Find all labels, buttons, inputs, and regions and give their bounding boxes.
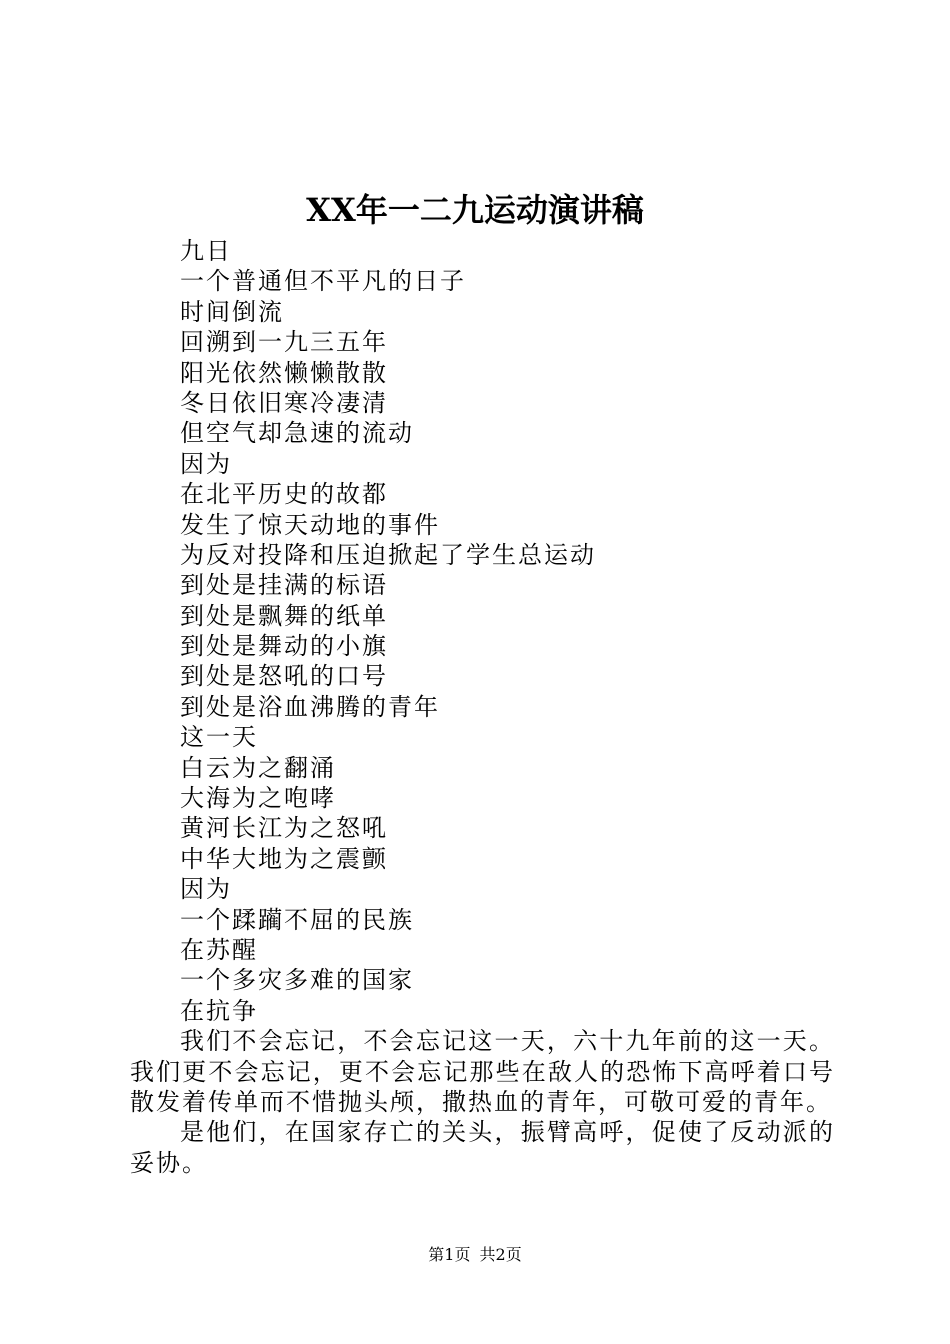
poem-line: 在北平历史的故都 — [180, 480, 388, 509]
poem-line: 九日 — [180, 237, 232, 265]
poem-line: 中华大地为之震颤 — [180, 844, 388, 873]
poem-line: 一个普通但不平凡的日子 — [180, 267, 466, 296]
poem-line: 一个蹂躏不屈的民族 — [180, 905, 414, 934]
poem-line: 为反对投降和压迫掀起了学生总运动 — [180, 540, 596, 569]
page-footer: 第1页 共2页 — [428, 1245, 522, 1264]
poem-line: 发生了惊天动地的事件 — [180, 510, 440, 539]
poem-line: 在苏醒 — [180, 935, 258, 964]
poem-line: 阳光依然懒懒散散 — [180, 358, 388, 387]
poem-line: 回溯到一九三五年 — [180, 328, 388, 357]
poem-line: 到处是舞动的小旗 — [180, 632, 388, 661]
poem-line: 黄河长江为之怒吼 — [180, 814, 388, 843]
poem-line: 到处是飘舞的纸单 — [180, 601, 388, 630]
poem-line: 但空气却急速的流动 — [180, 419, 414, 448]
poem-line: 冬日依旧寒冷凄清 — [180, 388, 388, 417]
poem-line: 因为 — [180, 449, 232, 478]
poem-line: 一个多灾多难的国家 — [180, 966, 414, 995]
poem-line: 因为 — [180, 875, 232, 904]
poem-line: 白云为之翻涌 — [180, 753, 336, 782]
poem-lines — [130, 236, 835, 1026]
paragraph: 是他们，在国家存亡的关头，振臂高呼，促使了反动派的妥协。 — [130, 1118, 835, 1177]
poem-line: 到处是怒吼的口号 — [180, 662, 388, 691]
paragraph: 我们不会忘记，不会忘记这一天，六十九年前的这一天。我们更不会忘记，更不会忘记那些在敌人的恐怖下高呼着口号散发着传单而不惜抛头颅，撒热血的青年，可敬可爱的青年。 — [130, 1027, 835, 1116]
poem-line: 在抗争 — [180, 996, 258, 1025]
poem-line: 到处是浴血沸腾的青年 — [180, 692, 440, 721]
poem-line: 这一天 — [180, 723, 258, 752]
prose-paragraphs — [130, 1026, 835, 1178]
poem-line: 大海为之咆哮 — [180, 784, 336, 813]
document-title: XX年一二九运动演讲稿 — [306, 191, 644, 229]
document-body — [130, 236, 835, 1178]
poem-line: 到处是挂满的标语 — [180, 571, 388, 600]
poem-line: 时间倒流 — [180, 297, 284, 326]
